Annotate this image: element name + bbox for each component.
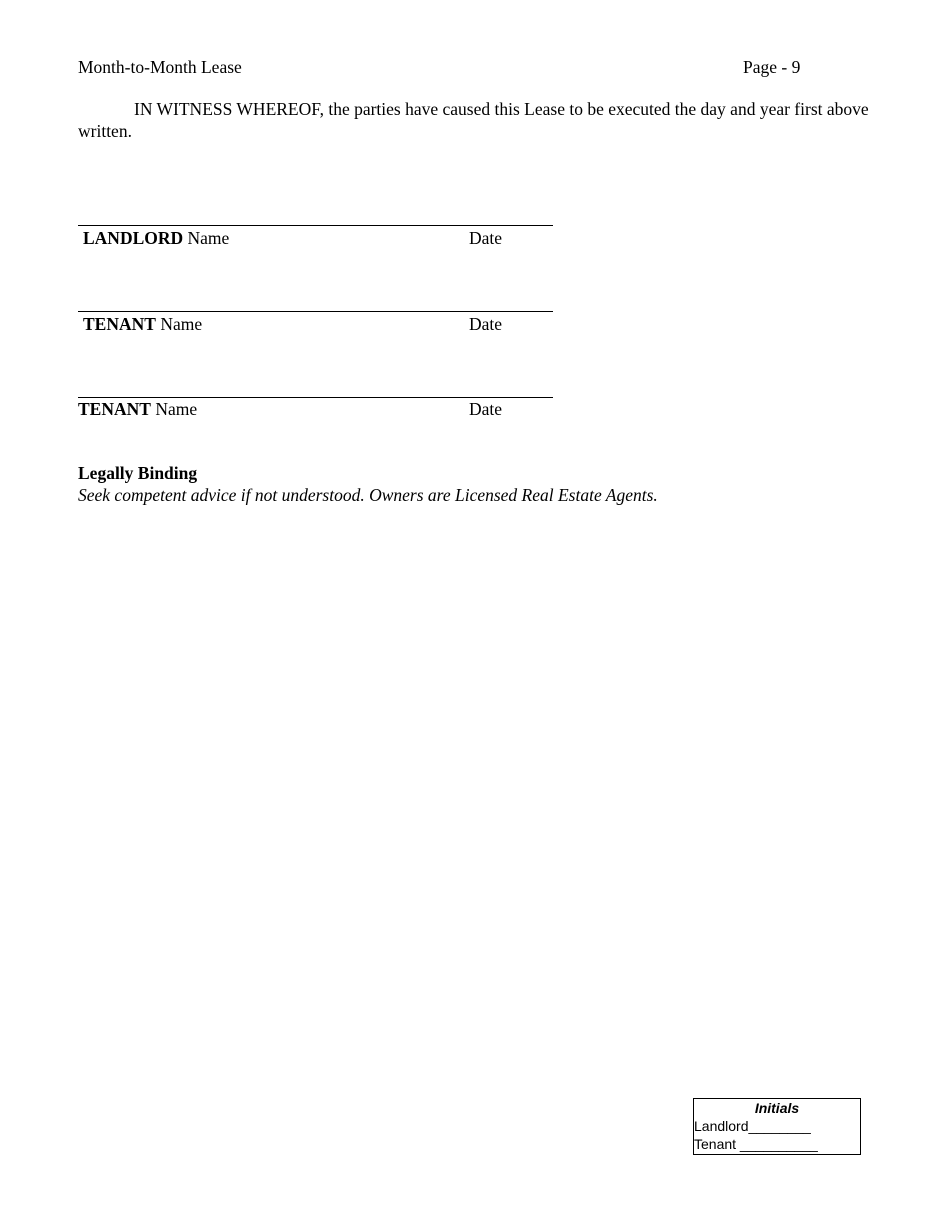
initials-box — [693, 1098, 861, 1155]
witness-paragraph: IN WITNESS WHEREOF, the parties have caused this Lease to be executed the day and year first above written. — [78, 99, 869, 141]
landlord-date-label: Date — [469, 228, 503, 248]
legal-title: Legally Binding — [78, 463, 198, 483]
document-title: Month-to-Month Lease — [78, 57, 242, 77]
tenant-1-signature-label — [83, 313, 202, 335]
tenant-1-role: TENANT — [83, 314, 156, 334]
legal-note: Seek competent advice if not understood. Owners are Licensed Real Estate Agents. — [78, 485, 658, 505]
tenant-2-date-label: Date — [469, 399, 503, 419]
tenant-1-signature-line[interactable] — [78, 311, 553, 312]
tenant-1-name-label: Name — [160, 314, 203, 334]
landlord-signature-label — [83, 227, 229, 249]
landlord-name-label: Name — [187, 228, 230, 248]
tenant-2-name-label: Name — [155, 399, 198, 419]
landlord-initials-field[interactable]: Landlord________ — [694, 1118, 811, 1134]
tenant-1-date-label: Date — [469, 314, 503, 334]
landlord-signature-line[interactable] — [78, 225, 553, 226]
tenant-initials-field[interactable]: Tenant __________ — [694, 1136, 818, 1152]
tenant-2-signature-label — [78, 398, 197, 420]
tenant-2-role: TENANT — [78, 399, 151, 419]
landlord-role: LANDLORD — [83, 228, 184, 248]
page-number: Page - 9 — [743, 57, 801, 77]
initials-title: Initials — [754, 1100, 800, 1116]
